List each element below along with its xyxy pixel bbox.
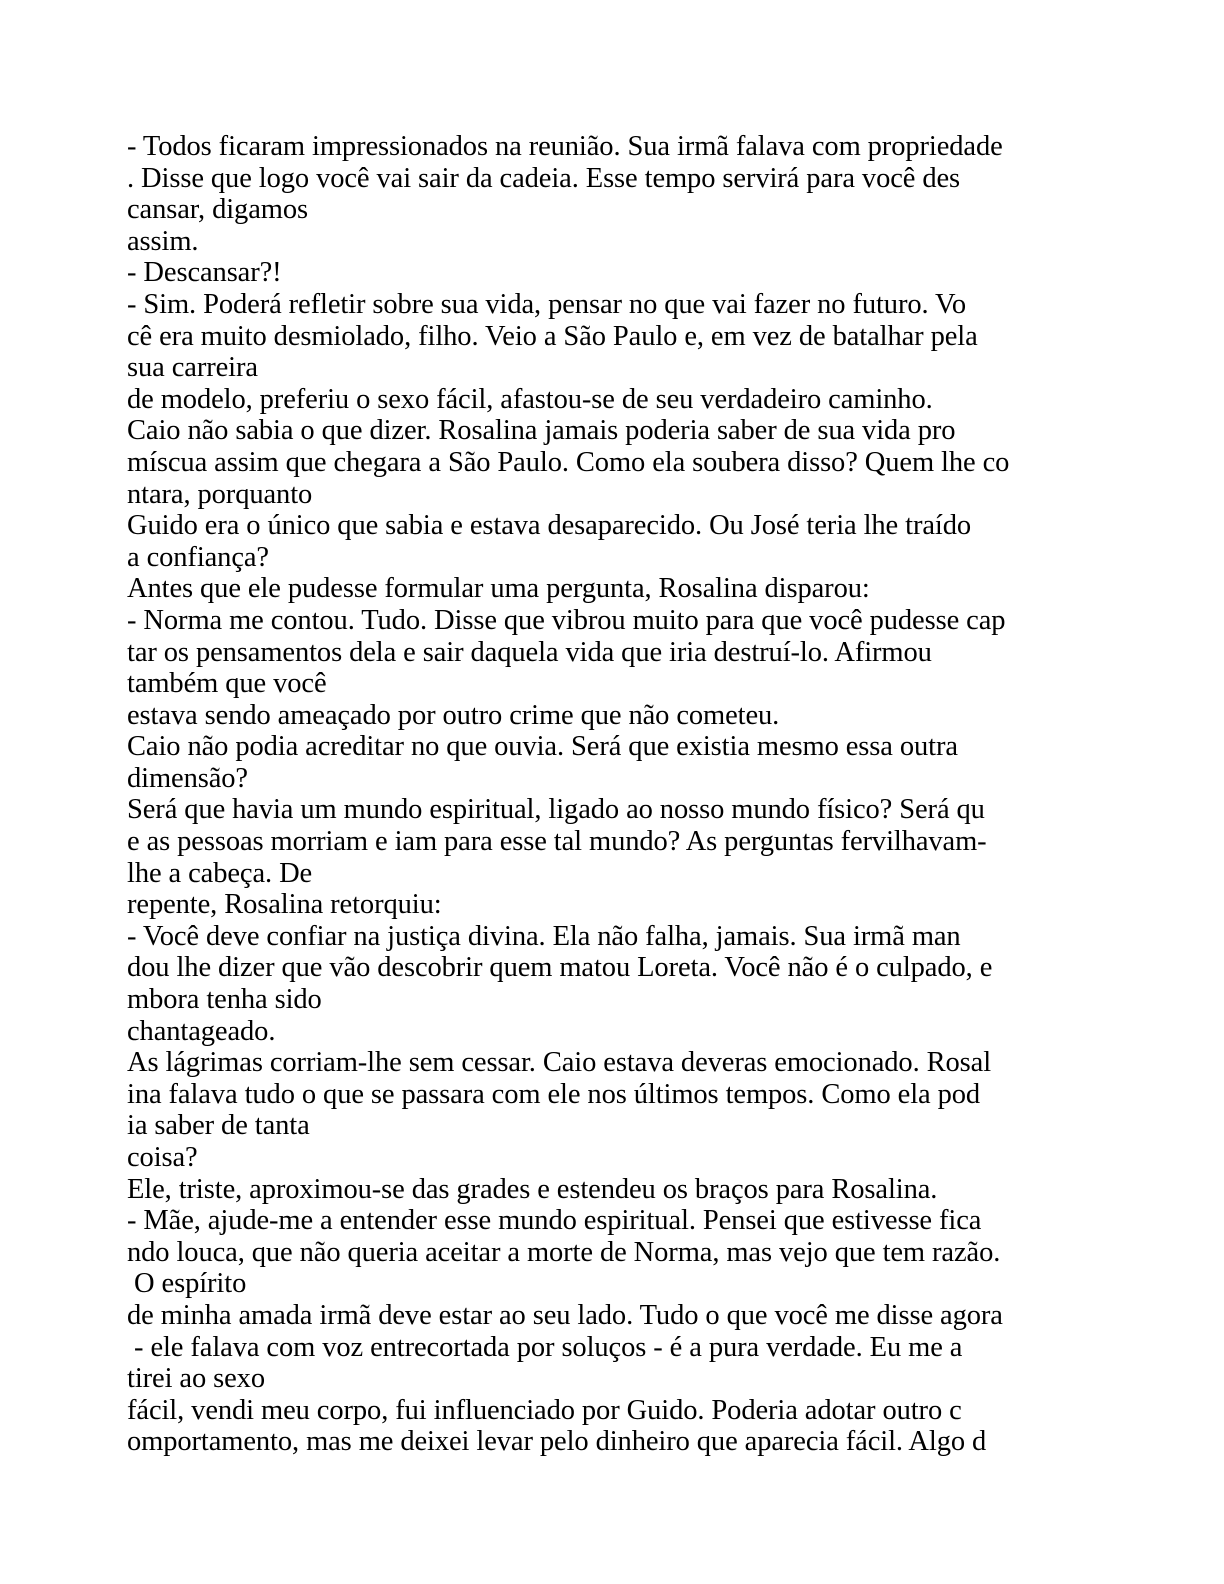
text-line: dimensão? (127, 762, 248, 794)
text-line: tar os pensamentos dela e sair daquela vida que iria destruí-lo. Afirmou (127, 636, 932, 668)
text-line: - Descansar?! (127, 257, 282, 289)
text-line: Será que havia um mundo espiritual, ligado ao nosso mundo físico? Será qu (127, 794, 985, 826)
text-line: . Disse que logo você vai sair da cadeia. Esse tempo servirá para você des (127, 162, 961, 194)
text-line: e as pessoas morriam e iam para esse tal mundo? As perguntas fervilhavam- (127, 826, 987, 858)
text-line: a confiança? (127, 541, 269, 573)
text-line: de minha amada irmã deve estar ao seu lado. Tudo o que você me disse agora (127, 1299, 1003, 1331)
text-line: - Você deve confiar na justiça divina. Ela não falha, jamais. Sua irmã man (127, 920, 961, 952)
text-line: estava sendo ameaçado por outro crime que não cometeu. (127, 699, 780, 731)
text-line: Caio não podia acreditar no que ouvia. Será que existia mesmo essa outra (127, 731, 958, 763)
text-line: cansar, digamos (127, 194, 308, 226)
text-line: ina falava tudo o que se passara com ele nos últimos tempos. Como ela pod (127, 1078, 981, 1110)
text-line: O espírito (127, 1268, 247, 1300)
text-line: - Mãe, ajude-me a entender esse mundo espiritual. Pensei que estivesse fica (127, 1205, 982, 1237)
text-line: míscua assim que chegara a São Paulo. Como ela soubera disso? Quem lhe co (127, 446, 1010, 478)
text-line: fácil, vendi meu corpo, fui influenciado por Guido. Poderia adotar outro c (127, 1394, 962, 1426)
text-line: - Sim. Poderá refletir sobre sua vida, pensar no que vai fazer no futuro. Vo (127, 288, 966, 320)
text-line: Ele, triste, aproximou-se das grades e estendeu os braços para Rosalina. (127, 1173, 938, 1205)
text-line: coisa? (127, 1142, 198, 1173)
text-line: repente, Rosalina retorquiu: (127, 889, 442, 921)
text-line: mbora tenha sido (127, 984, 322, 1016)
text-line: cê era muito desmiolado, filho. Veio a São Paulo e, em vez de batalhar pela (127, 320, 978, 352)
text-line: dou lhe dizer que vão descobrir quem matou Loreta. Você não é o culpado, e (127, 952, 993, 984)
text-line: tirei ao sexo (127, 1363, 265, 1395)
text-line: omportamento, mas me deixei levar pelo dinheiro que aparecia fácil. Algo d (127, 1426, 987, 1458)
text-line: Antes que ele pudesse formular uma pergunta, Rosalina disparou: (127, 573, 870, 605)
text-line: - Todos ficaram impressionados na reunião. Sua irmã falava com propriedade (127, 131, 1003, 162)
text-line: chantageado. (127, 1015, 276, 1047)
text-line: lhe a cabeça. De (127, 857, 313, 889)
text-line: As lágrimas corriam-lhe sem cessar. Caio estava deveras emocionado. Rosal (127, 1047, 992, 1079)
text-line: sua carreira (127, 352, 258, 384)
text-line: assim. (127, 225, 199, 257)
text-line: ntara, porquanto (127, 478, 313, 510)
body-text (127, 131, 1127, 1458)
text-line: ia saber de tanta (127, 1110, 310, 1142)
text-line: - Norma me contou. Tudo. Disse que vibrou muito para que você pudesse cap (127, 604, 1006, 636)
text-line: Caio não sabia o que dizer. Rosalina jamais poderia saber de sua vida pro (127, 415, 956, 447)
text-line: Guido era o único que sabia e estava desaparecido. Ou José teria lhe traído (127, 510, 972, 542)
text-line: também que você (127, 668, 327, 700)
text-line: de modelo, preferiu o sexo fácil, afastou-se de seu verdadeiro caminho. (127, 383, 933, 415)
text-line: ndo louca, que não queria aceitar a morte de Norma, mas vejo que tem razão. (127, 1236, 1001, 1268)
text-line: - ele falava com voz entrecortada por soluços - é a pura verdade. Eu me a (127, 1331, 963, 1363)
